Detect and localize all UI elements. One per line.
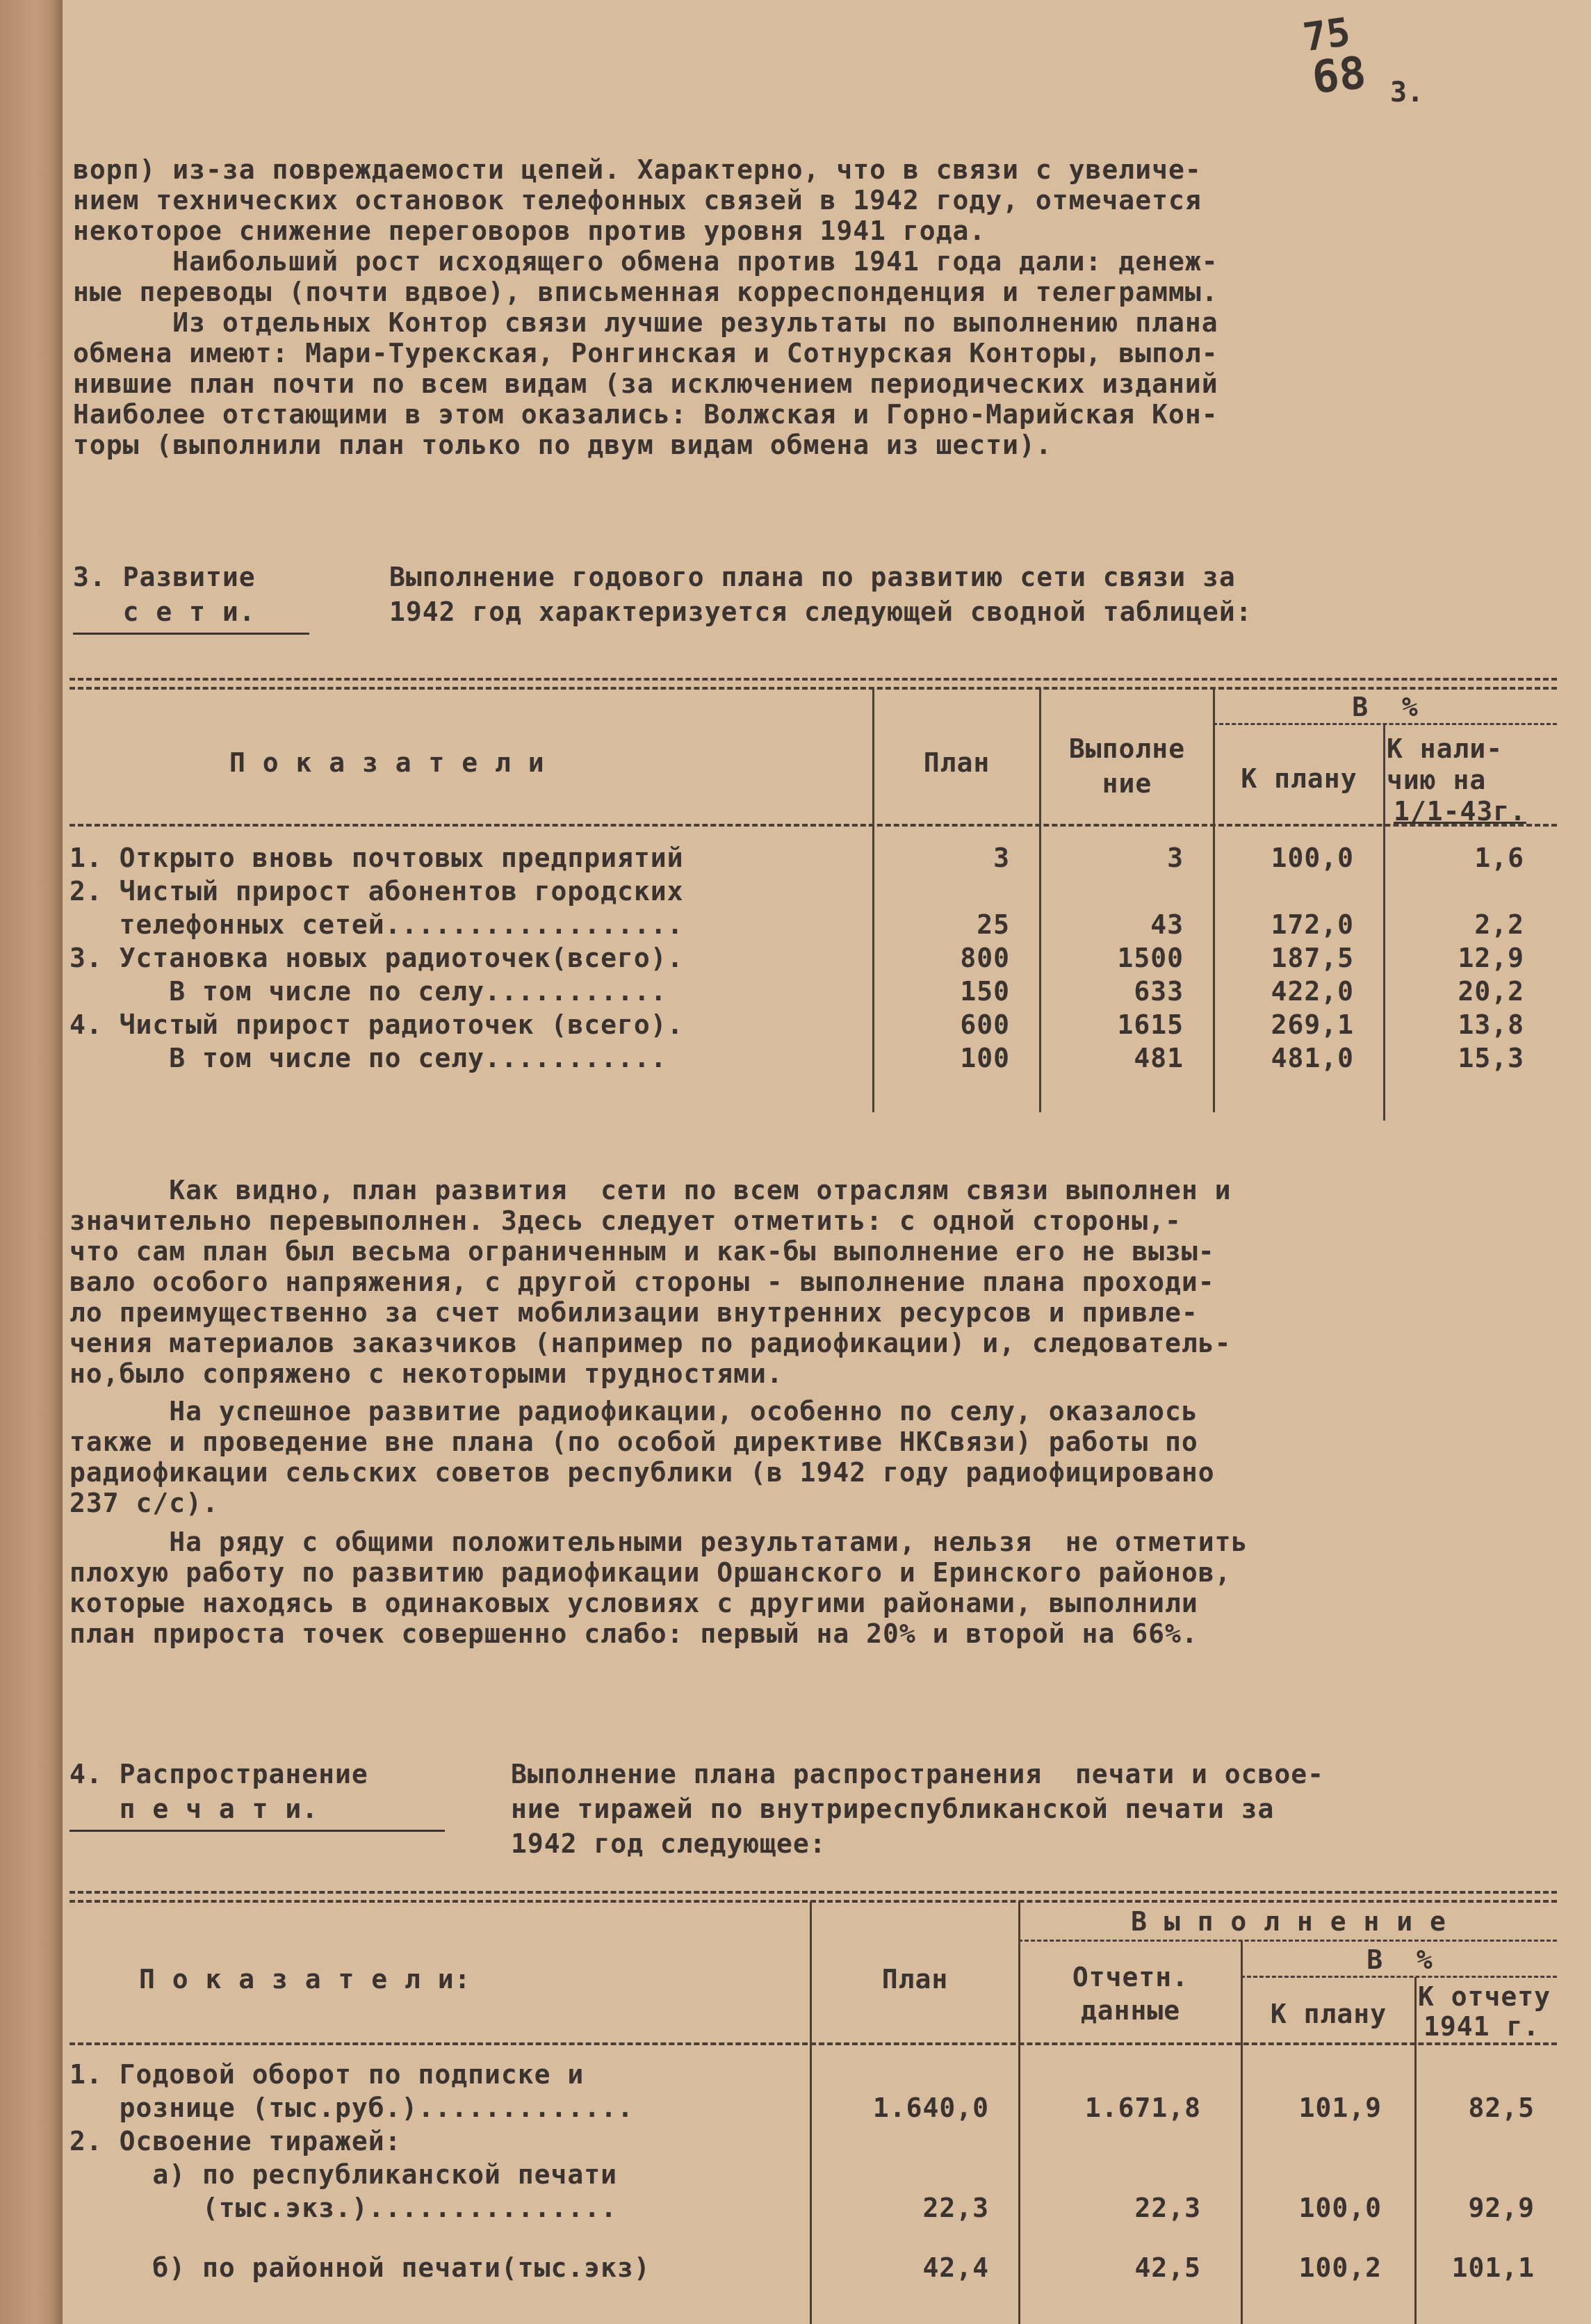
paragraph-exchange-growth <box>73 246 1218 460</box>
cell-done: 3 <box>1167 843 1184 873</box>
text-line: также и проведение вне плана (по особой директиве НКСвязи) работы по <box>70 1427 1198 1457</box>
table-top-rule <box>70 1891 1557 1894</box>
cell-pct-plan: 172,0 <box>1271 909 1354 940</box>
column-group-execution: В ы п о л н е н и е <box>1131 1906 1446 1937</box>
paragraph-radiofication <box>70 1396 1215 1518</box>
cell-pct-plan: 422,0 <box>1271 976 1354 1007</box>
row-label: В том числе по селу........... <box>70 1043 667 1073</box>
paragraph-plan-overfulfilled <box>70 1175 1231 1389</box>
cell-done: 481 <box>1134 1043 1184 1073</box>
section-4-underline <box>70 1830 445 1832</box>
cell-pct-plan: 100,0 <box>1271 843 1354 873</box>
row-label: 1. Открыто вновь почтовых предприятий <box>70 843 684 873</box>
table-top-rule <box>70 1900 1557 1903</box>
text-line: На успешное развитие радиофикации, особенно по селу, оказалось <box>70 1396 1198 1427</box>
cell-pct-availability: 2,2 <box>1474 909 1524 940</box>
binding-edge <box>0 0 63 2324</box>
text-line: вало особого напряжения, с другой стороны - выполнение плана проходи- <box>70 1267 1215 1297</box>
table-top-rule <box>70 678 1557 681</box>
paragraph-network-damage <box>73 154 1202 246</box>
row-label: 2. Чистый прирост абонентов городских <box>70 876 684 907</box>
cell-pct-availability: 1,6 <box>1474 843 1524 873</box>
cell-pct-1941: 92,9 <box>1468 2193 1535 2223</box>
paragraph-poor-districts <box>70 1527 1248 1649</box>
cell-pct-1941: 82,5 <box>1468 2093 1535 2123</box>
row-label: В том числе по селу........... <box>70 976 667 1007</box>
text-line: что сам план был весьма ограниченным и как-бы выполнение его не вызы- <box>70 1236 1215 1267</box>
column-header-availability: чию на <box>1387 765 1487 795</box>
row-label: б) по районной печати(тыс.экз) <box>70 2252 651 2283</box>
cell-pct-plan: 100,2 <box>1298 2252 1382 2283</box>
text-line: которые находясь в одинаковых условиях с другими районами, выполнили <box>70 1588 1198 1618</box>
column-header-to-1941: 1941 г. <box>1423 2011 1540 2042</box>
section-3-title: 3. Развитие <box>73 562 256 592</box>
column-header-report: Отчетн. <box>1072 1962 1189 1992</box>
cell-plan: 600 <box>960 1009 1010 1040</box>
column-header-done: Выполне <box>1068 733 1186 764</box>
text-line: некоторое снижение переговоров против уровня 1941 года. <box>73 216 986 246</box>
column-header-done: ние <box>1102 768 1152 799</box>
column-header-to-plan: К плану <box>1241 763 1357 794</box>
cell-done: 1500 <box>1117 943 1184 973</box>
text-line: 237 с/с). <box>70 1488 219 1518</box>
section-3-subtitle: с е т и. <box>73 596 256 627</box>
section-3-intro: 1942 год характеризуется следующей сводной таблицей: <box>389 596 1253 627</box>
column-header-availability: К нали- <box>1387 733 1503 764</box>
row-label: 4. Чистый прирост радиоточек (всего). <box>70 1009 684 1040</box>
cell-report: 1.671,8 <box>1084 2093 1201 2123</box>
column-header-availability: 1/1-43г. <box>1394 796 1527 827</box>
column-header-indicators: П о к а з а т е л и: <box>139 1964 471 1994</box>
text-line: Из отдельных Контор связи лучшие результаты по выполнению плана <box>73 307 1218 338</box>
column-header-report: данные <box>1080 1995 1181 2026</box>
column-group-percent: В % <box>1366 1944 1433 1975</box>
column-group-percent: В % <box>1352 692 1419 722</box>
cell-plan: 1.640,0 <box>872 2093 989 2123</box>
cell-plan: 800 <box>960 943 1010 973</box>
section-3-intro: Выполнение годового плана по развитию сети связи за <box>389 562 1236 592</box>
section-4-intro: ние тиражей по внутриреспубликанской печати за <box>511 1794 1275 1824</box>
cell-pct-plan: 100,0 <box>1298 2193 1382 2223</box>
row-label: 1. Годовой оборот по подписке и <box>70 2059 585 2090</box>
row-label: телефонных сетей.................. <box>70 909 684 940</box>
text-line: значительно перевыполнен. Здесь следует отметить: с одной стороны,- <box>70 1205 1182 1236</box>
text-line: Наиболее отстающими в этом оказались: Волжская и Горно-Марийская Кон- <box>73 399 1218 430</box>
text-line: На ряду с общими положительными результатами, нельзя не отметить <box>70 1527 1248 1557</box>
cell-pct-availability: 20,2 <box>1458 976 1524 1007</box>
column-header-indicators: П о к а з а т е л и <box>229 747 545 778</box>
row-label: 2. Освоение тиражей: <box>70 2126 402 2156</box>
text-line: Как видно, план развития сети по всем отраслям связи выполнен и <box>70 1175 1232 1205</box>
cell-report: 22,3 <box>1134 2193 1201 2223</box>
cell-plan: 25 <box>977 909 1010 940</box>
text-line: Наибольший рост исходящего обмена против 1941 года дали: денеж- <box>73 246 1218 277</box>
archive-number-correction: 68 <box>1309 47 1369 104</box>
column-header-plan: План <box>881 1964 949 1994</box>
cell-done: 1615 <box>1117 1009 1184 1040</box>
page-number: 3. <box>1390 76 1424 108</box>
section-4-intro: Выполнение плана распространения печати и освое- <box>511 1759 1325 1789</box>
text-line: радиофикации сельских советов республики (в 1942 году радиофицировано <box>70 1457 1215 1488</box>
section-4-intro: 1942 год следующее: <box>511 1828 826 1859</box>
cell-pct-1941: 101,1 <box>1451 2252 1535 2283</box>
table-header-rule <box>70 824 1557 827</box>
cell-pct-plan: 187,5 <box>1271 943 1354 973</box>
cell-plan: 42,4 <box>922 2252 989 2283</box>
row-label: 3. Установка новых радиоточек(всего). <box>70 943 684 973</box>
text-line: план прироста точек совершенно слабо: первый на 20% и второй на 66%. <box>70 1618 1198 1649</box>
cell-pct-plan: 269,1 <box>1271 1009 1354 1040</box>
section-4-title: 4. Распространение <box>70 1759 368 1789</box>
text-line: обмена имеют: Мари-Турекская, Ронгинская и Сотнурская Конторы, выпол- <box>73 338 1218 368</box>
text-line: торы (выполнили план только по двум видам обмена из шести). <box>73 430 1052 460</box>
cell-done: 633 <box>1134 976 1184 1007</box>
section-3-underline <box>73 633 309 635</box>
table-top-rule <box>70 687 1557 690</box>
cell-pct-availability: 15,3 <box>1458 1043 1524 1073</box>
table-header-rule <box>70 2042 1557 2045</box>
cell-done: 43 <box>1150 909 1184 940</box>
group-header-rule <box>1241 1976 1557 1978</box>
group-header-rule <box>1018 1940 1557 1942</box>
cell-pct-plan: 101,9 <box>1298 2093 1382 2123</box>
archive-number-mark: 75 <box>1300 9 1353 61</box>
row-label: (тыс.экз.)............... <box>70 2193 617 2223</box>
cell-report: 42,5 <box>1134 2252 1201 2283</box>
column-header-to-1941: К отчету <box>1418 1981 1551 2012</box>
text-line: нием технических остановок телефонных связей в 1942 году, отмечается <box>73 185 1202 216</box>
text-line: ло преимущественно за счет мобилизации внутренних ресурсов и привле- <box>70 1297 1198 1328</box>
row-label: рознице (тыс.руб.)............. <box>70 2093 634 2123</box>
text-line: чения материалов заказчиков (например по радиофикации) и, следователь- <box>70 1328 1232 1358</box>
row-label: а) по республиканской печати <box>70 2159 617 2190</box>
cell-plan: 3 <box>993 843 1010 873</box>
text-line: ворп) из-за повреждаемости цепей. Характерно, что в связи с увеличе- <box>73 154 1202 185</box>
text-line: но,было сопряжено с некоторыми трудностями. <box>70 1358 783 1389</box>
section-4-subtitle: п е ч а т и. <box>70 1794 319 1824</box>
cell-plan: 150 <box>960 976 1010 1007</box>
cell-pct-availability: 12,9 <box>1458 943 1524 973</box>
text-line: нившие план почти по всем видам (за исключением периодических изданий <box>73 368 1218 399</box>
cell-plan: 22,3 <box>922 2193 989 2223</box>
cell-plan: 100 <box>960 1043 1010 1073</box>
column-header-to-plan: К плану <box>1270 1999 1387 2029</box>
cell-pct-plan: 481,0 <box>1271 1043 1354 1073</box>
text-line: ные переводы (почти вдвое), вписьменная корреспонденция и телеграммы. <box>73 277 1218 307</box>
text-line: плохую работу по развитию радиофикации Оршанского и Еринского районов, <box>70 1557 1232 1588</box>
cell-pct-availability: 13,8 <box>1458 1009 1524 1040</box>
column-header-plan: План <box>923 747 990 778</box>
